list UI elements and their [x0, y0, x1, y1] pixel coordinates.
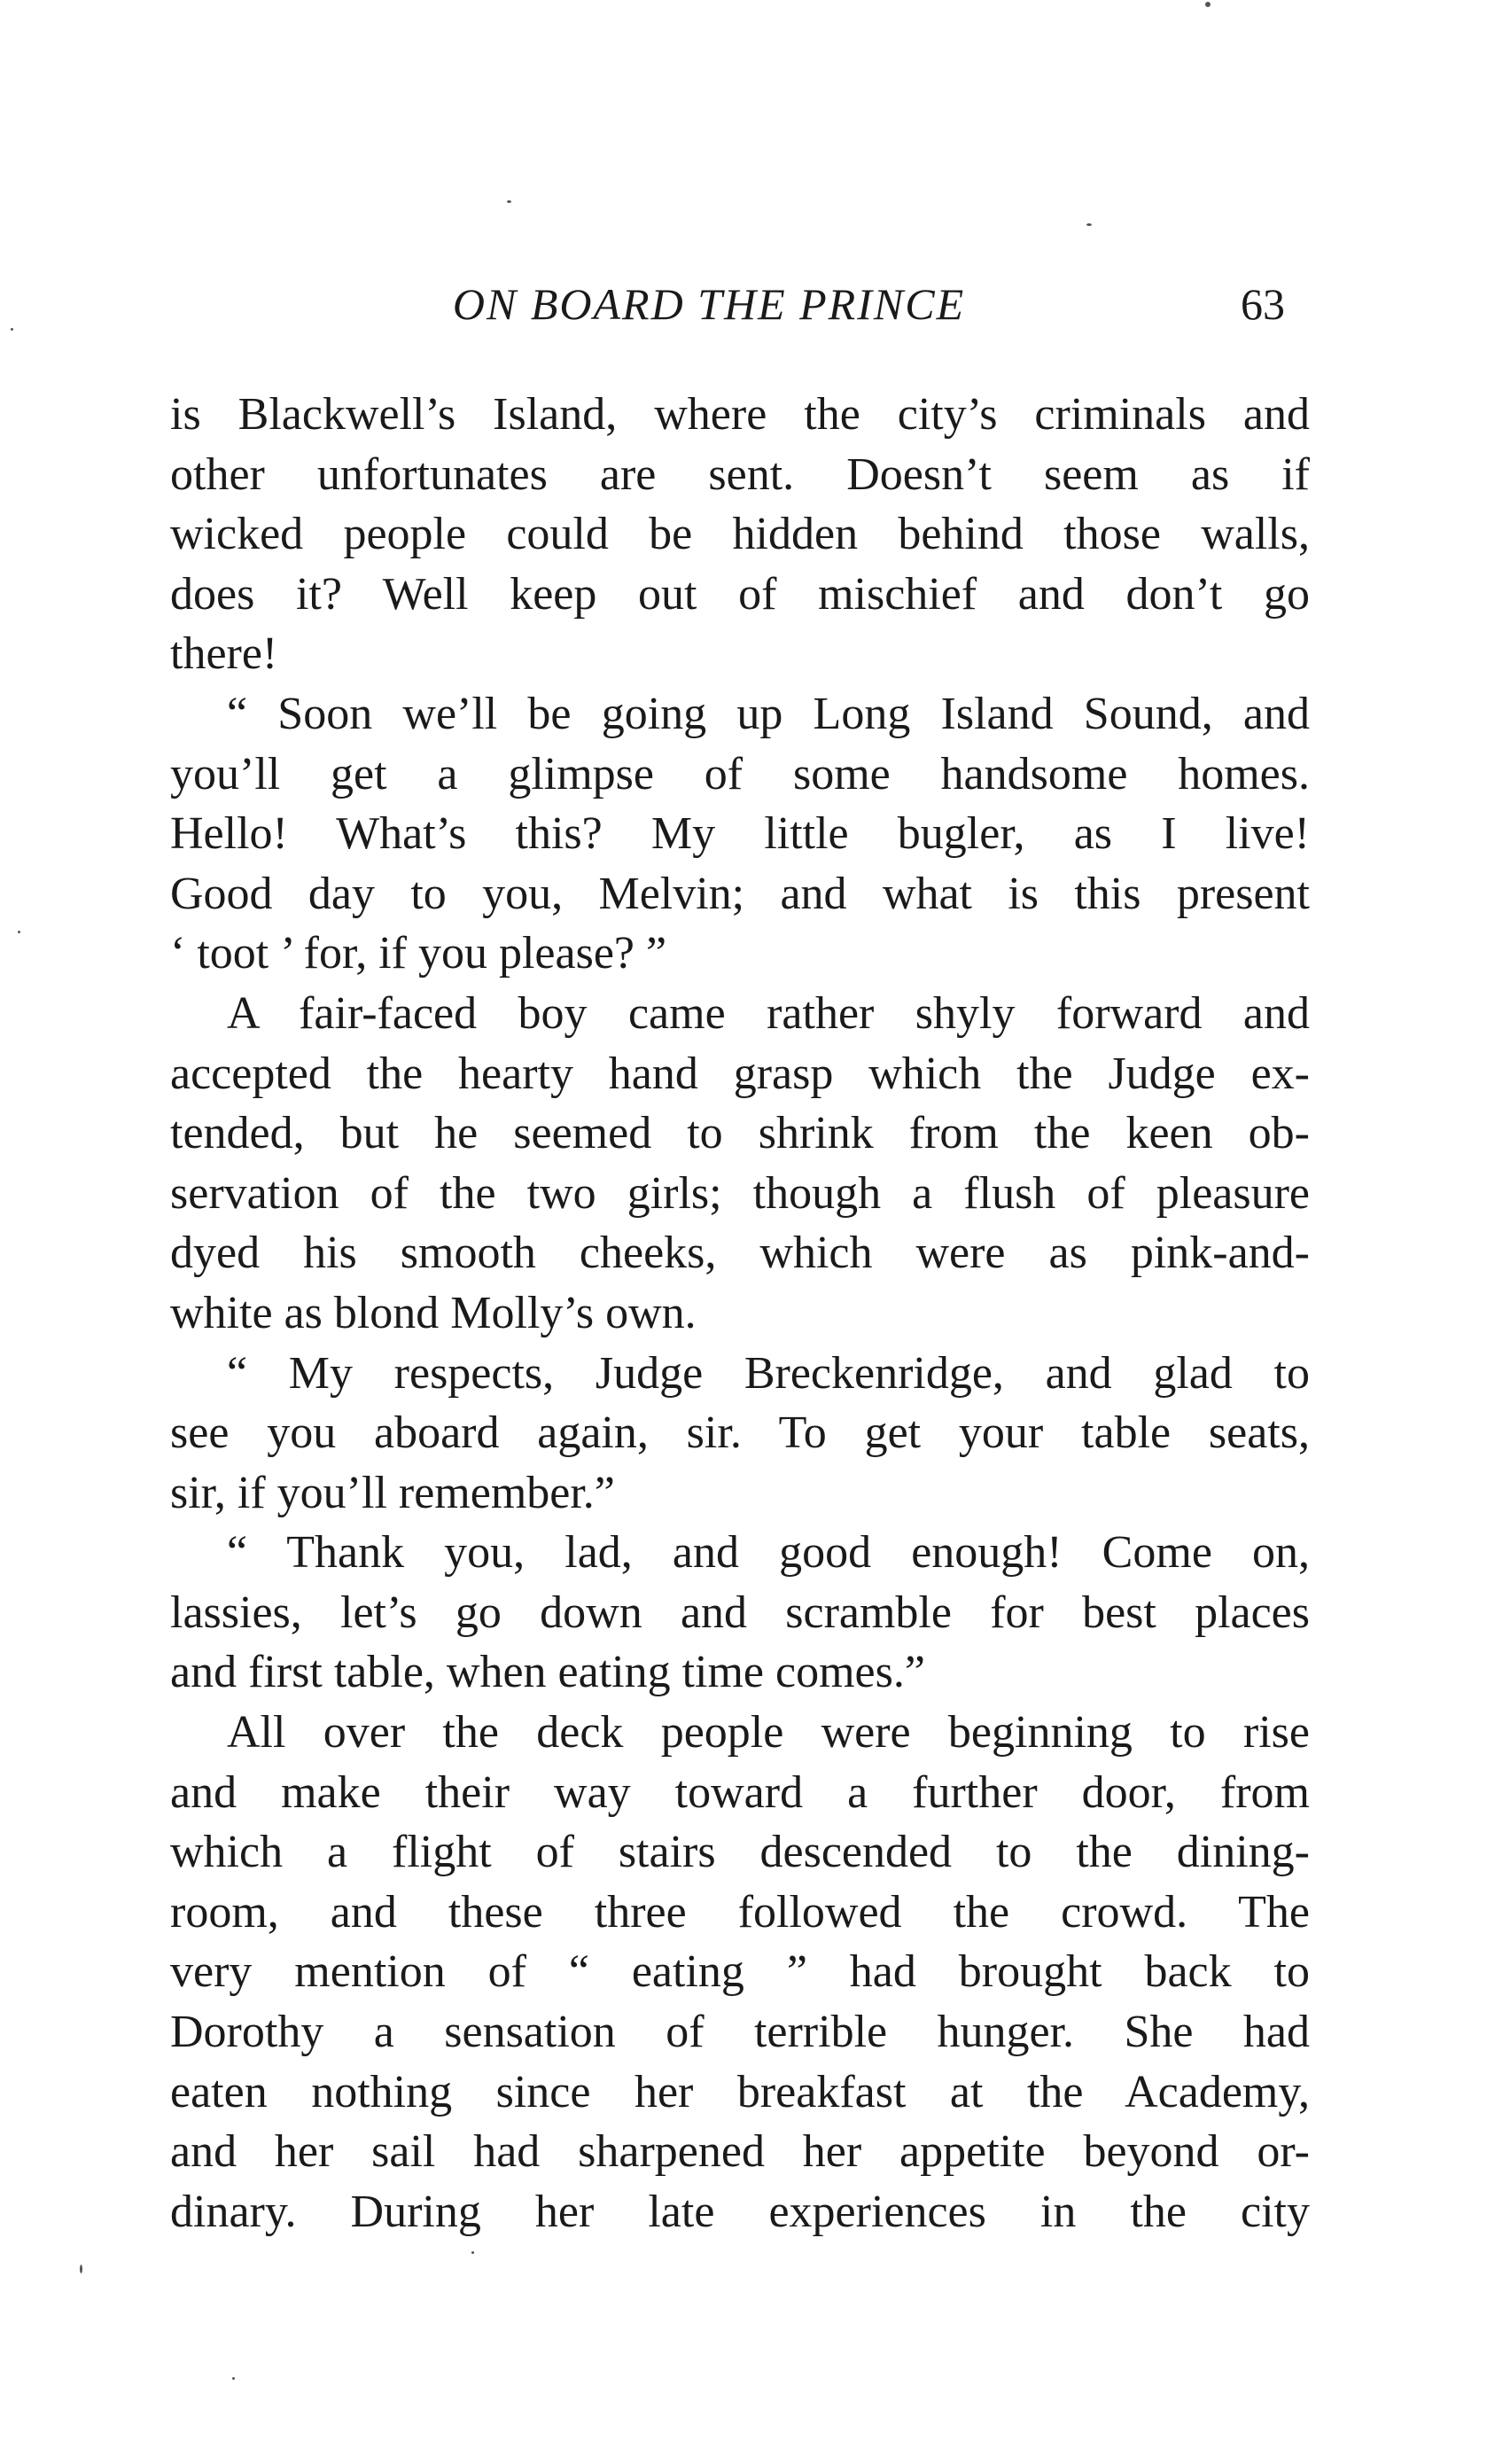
scan-speck — [18, 931, 20, 933]
text-line: “ Soon we’ll be going up Long Island Sound, and — [227, 688, 1310, 739]
scan-speck — [471, 2251, 474, 2254]
text-line: does it? Well keep out of mischief and don’t go — [170, 568, 1310, 620]
text-line: “ Thank you, lad, and good enough! Come on, — [227, 1527, 1310, 1579]
text-line: Hello! What’s this? My little bugler, as I live! — [170, 808, 1310, 860]
body-text — [170, 385, 1310, 2242]
text-line: sir, if you’ll remember.” — [170, 1467, 615, 1518]
text-line: eaten nothing since her breakfast at the Academy, — [170, 2066, 1310, 2117]
text-line: wicked people could be hidden behind those walls, — [170, 509, 1310, 560]
scan-speck — [80, 2265, 82, 2273]
scan-speck — [232, 2377, 235, 2380]
text-line: servation of the two girls; though a flush of pleasure — [170, 1167, 1310, 1219]
text-line: lassies, let’s go down and scramble for best places — [170, 1587, 1310, 1638]
text-line: Dorothy a sensation of terrible hunger. She had — [170, 2007, 1310, 2058]
text-line: you’ll get a glimpse of some handsome homes. — [170, 748, 1310, 799]
text-line: Good day to you, Melvin; and what is this present — [170, 868, 1310, 919]
text-line: and her sail had sharpened her appetite beyond or- — [170, 2126, 1310, 2178]
text-line: dyed his smooth cheeks, which were as pink-and- — [170, 1228, 1310, 1279]
text-line: is Blackwell’s Island, where the city’s criminals and — [170, 389, 1310, 440]
scan-speck — [11, 328, 13, 331]
text-line: see you aboard again, sir. To get your table seats, — [170, 1407, 1310, 1459]
text-line: very mention of “ eating ” had brought back to — [170, 1946, 1310, 1998]
scan-speck — [1086, 223, 1092, 226]
running-title: ON BOARD THE PRINCE — [452, 279, 966, 329]
text-line: A fair-faced boy came rather shyly forward and — [227, 987, 1310, 1039]
text-line: and make their way toward a further door, from — [170, 1766, 1310, 1818]
page-number: 63 — [1241, 279, 1285, 329]
scan-speck — [507, 200, 511, 203]
text-line: “ My respects, Judge Breckenridge, and glad to — [227, 1347, 1310, 1399]
text-line: other unfortunates are sent. Doesn’t seem as if — [170, 448, 1310, 500]
text-line: tended, but he seemed to shrink from the keen ob- — [170, 1108, 1310, 1159]
text-line: and first table, when eating time comes.” — [170, 1647, 925, 1698]
text-line: white as blond Molly’s own. — [170, 1287, 697, 1338]
text-line: dinary. During her late experiences in the city — [170, 2186, 1310, 2237]
text-line: which a flight of stairs descended to the dining- — [170, 1827, 1310, 1878]
text-line: there! — [170, 628, 278, 680]
text-line: ‘ toot ’ for, if you please? ” — [170, 928, 667, 979]
text-line: All over the deck people were beginning to rise — [227, 1707, 1310, 1758]
text-line: room, and these three followed the crowd. The — [170, 1886, 1310, 1938]
text-line: accepted the hearty hand grasp which the Judge ex- — [170, 1048, 1310, 1099]
scan-speck — [1205, 2, 1211, 7]
